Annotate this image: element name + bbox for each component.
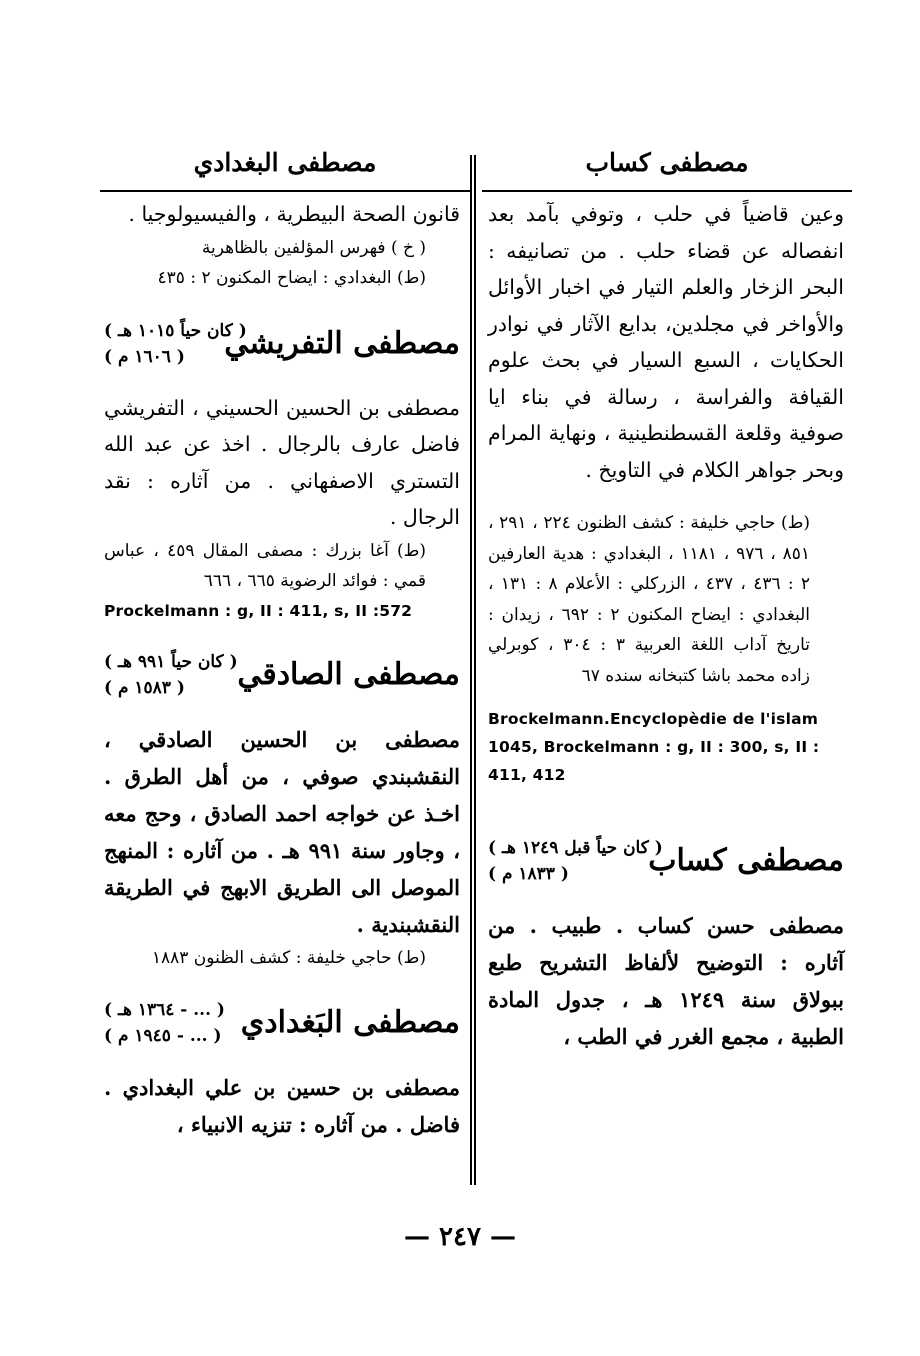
manuscript-reference: ( خ ) فهرس المؤلفين بالظاهرية [201, 237, 426, 258]
entry-name: مصطفى كساب [648, 843, 844, 878]
entry-body: مصطفى حسن كساب . طبيب . من آثاره : التوضيح لألفاظ التشريح طبع ببولاق سنة ١٢٤٩ هـ ، جدول المادة الطبية ، مجمع الغرر في الطب ، [488, 913, 844, 1049]
header-rule-right [482, 190, 852, 192]
entry-date-hijri: ( كان حياً قبل ١٢٤٩ هـ ) [488, 838, 663, 858]
right-column [488, 196, 844, 1055]
running-header-left: مصطفى البغدادي [193, 148, 377, 177]
header-rule-left [100, 190, 470, 192]
entry-name: مصطفى الصادقي [237, 656, 460, 692]
entry-body: مصطفى بن الحسين الصادقي ، النقشبندي صوفي ، من أهل الطرق . اخـذ عن خواجه احمد الصادق ، وحج معه ، وجاور سنة ٩٩١ هـ . من آثاره : المنهج الموصل الى الطريق الابهج في الطريقة النقشبندية . [104, 726, 460, 937]
entry-date-gregorian: ( ١٨٣٣ م ) [488, 864, 569, 884]
continued-entry-text: وعين قاضياً في حلب ، وتوفي بآمد بعد انفصاله عن قضاء حلب . من تصانيفه : البحر الزخار والعلم التيار في اخبار الأوائل والأواخر في مجلدين، بدايع الآثار في نوادر الحكايات ، السبع السيار في بحث علوم القيافة والفراسة ، رسالة في بناء ايا صوفية وقلعة القسطنطينية ، ونهاية المرام وبحر جواهر الكلام في التاويخ . [488, 202, 844, 482]
references: (ط) البغدادي : ايضاح المكنون ٢ : ٤٣٥ [157, 268, 426, 288]
references: (ط) حاجي خليفة : كشف الظنون ١٨٨٣ [151, 947, 426, 968]
entry-date-hijri: ( ... - ١٣٦٤ هـ ) [104, 1000, 225, 1020]
entry-dates [488, 835, 663, 887]
entry-date-gregorian: ( ... - ١٩٤٥ م ) [104, 1026, 222, 1046]
entry-heading [104, 995, 460, 1069]
entry-body: مصطفى بن حسين بن علي البغدادي . فاضل . من آثاره : تنزيه الانبياء ، [104, 1075, 460, 1137]
entry-dates [104, 997, 225, 1049]
entry-name: مصطفى البَغدادي [240, 1005, 460, 1040]
running-header-right: مصطفى كساب [585, 148, 749, 177]
left-column [104, 196, 460, 1143]
entry-body: مصطفى بن الحسين الحسيني ، التفريشي فاضل عارف بالرجال . اخذ عن عبد الله التستري الاصفهاني . من آثاره : نقد الرجال . [104, 395, 460, 529]
entry-date-hijri: ( كان حياً ١٠١٥ هـ ) [104, 320, 247, 341]
entry-date-hijri: ( كان حياً ٩٩١ هـ ) [104, 651, 238, 672]
references: (ط) آغا بزرك : مصفى المقال ٤٥٩ ، عباس قمي : فوائد الرضوية ٦٦٥ ، ٦٦٦ [104, 540, 426, 591]
entry-dates [104, 318, 247, 370]
entry-heading [104, 316, 460, 390]
entry-date-gregorian: ( ١٥٨٣ م ) [104, 677, 185, 698]
continued-entry-text: قانون الصحة البيطرية ، والفيسيولوجيا . [128, 202, 460, 226]
entry-heading [488, 833, 844, 907]
references: (ط) حاجي خليفة : كشف الظنون ٢٢٤ ، ٢٩١ ، ٨٥١ ، ٩٧٦ ، ١١٨١ ، البغدادي : هدية العارفين ٢ : ٤٣٦ ، ٤٣٧ ، الزركلي : الأعلام ٨ : ١٣١ ، البغدادي : ايضاح المكنون ٢ : ٦٩٢ ، زيدان : تاريخ آداب اللغة العربية ٣ : ٣٠٤ ، كوبرلي زاده محمد باشا كتبخانه سنده ٦٧ [488, 513, 811, 686]
entry-date-gregorian: ( ١٦٠٦ م ) [104, 346, 185, 367]
column-divider [470, 155, 476, 1185]
entry-dates [104, 649, 238, 701]
latin-reference: Brockelmann.Encyclopèdie de l'islam 1045, Brockelmann : g, II : 300, s, II : 411, 412 [488, 710, 820, 784]
page-number: — ٢٤٧ — [403, 1222, 517, 1252]
entry-heading [104, 647, 460, 721]
latin-reference: Prockelmann : g, II : 411, s, II :572 [104, 601, 413, 620]
entry-name: مصطفى التفريشي [224, 325, 460, 361]
